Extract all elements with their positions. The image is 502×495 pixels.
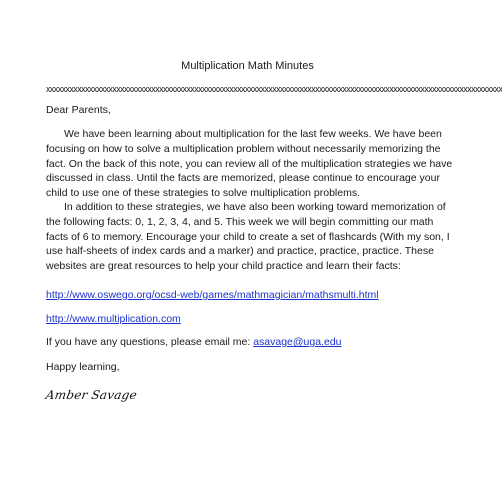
closing: Happy learning, — [46, 361, 120, 373]
paragraph-memorization: In addition to these strategies, we have also been working toward memorization of the following facts: 0, 1, 2, 3, 4, and 5. This week we will begin committing our math facts of 6 to memory. Encourage your child to create a set of flashcards (With my son, I use half-sheets of index cards and a marker) and practice, practice, practice. These websites are great resources to help your child practice and learn their facts: — [46, 201, 450, 273]
handwritten-signature: Amber Savage — [44, 388, 139, 402]
resource-link-oswego[interactable]: http://www.oswego.org/ocsd-web/games/mathmagician/mathsmulti.html — [46, 289, 379, 301]
resource-link-oswego-container — [46, 288, 456, 303]
contact-text: If you have any questions, please email me: — [46, 336, 254, 348]
salutation: Dear Parents, — [46, 104, 111, 116]
contact-email-link[interactable]: asavage@uga.edu — [253, 336, 342, 348]
resource-link-multiplication-container — [46, 312, 456, 327]
contact-line — [46, 335, 456, 350]
resource-link-multiplication[interactable]: http://www.multiplication.com — [46, 313, 181, 325]
paragraph-strategies: We have been learning about multiplication for the last few weeks. We have been focusing on how to solve a multiplication problem without necessarily memorizing the fact. On the back of this note, you can review all of the multiplication strategies we have discussed in class. Until the facts are memorized, please continue to encourage your child to use one of these strategies to solve multiplication problems. — [46, 128, 453, 200]
separator-line: xxxxxxxxxxxxxxxxxxxxxxxxxxxxxxxxxxxxxxxxxxxxxxxxxxxxxxxxxxxxxxxxxxxxxxxxxxxxxxxxxxxxxxxxxxxxxxxxxxxxxxxxxxxxxxxxxxxxx — [46, 84, 502, 94]
document-title: Multiplication Math Minutes — [181, 60, 314, 72]
